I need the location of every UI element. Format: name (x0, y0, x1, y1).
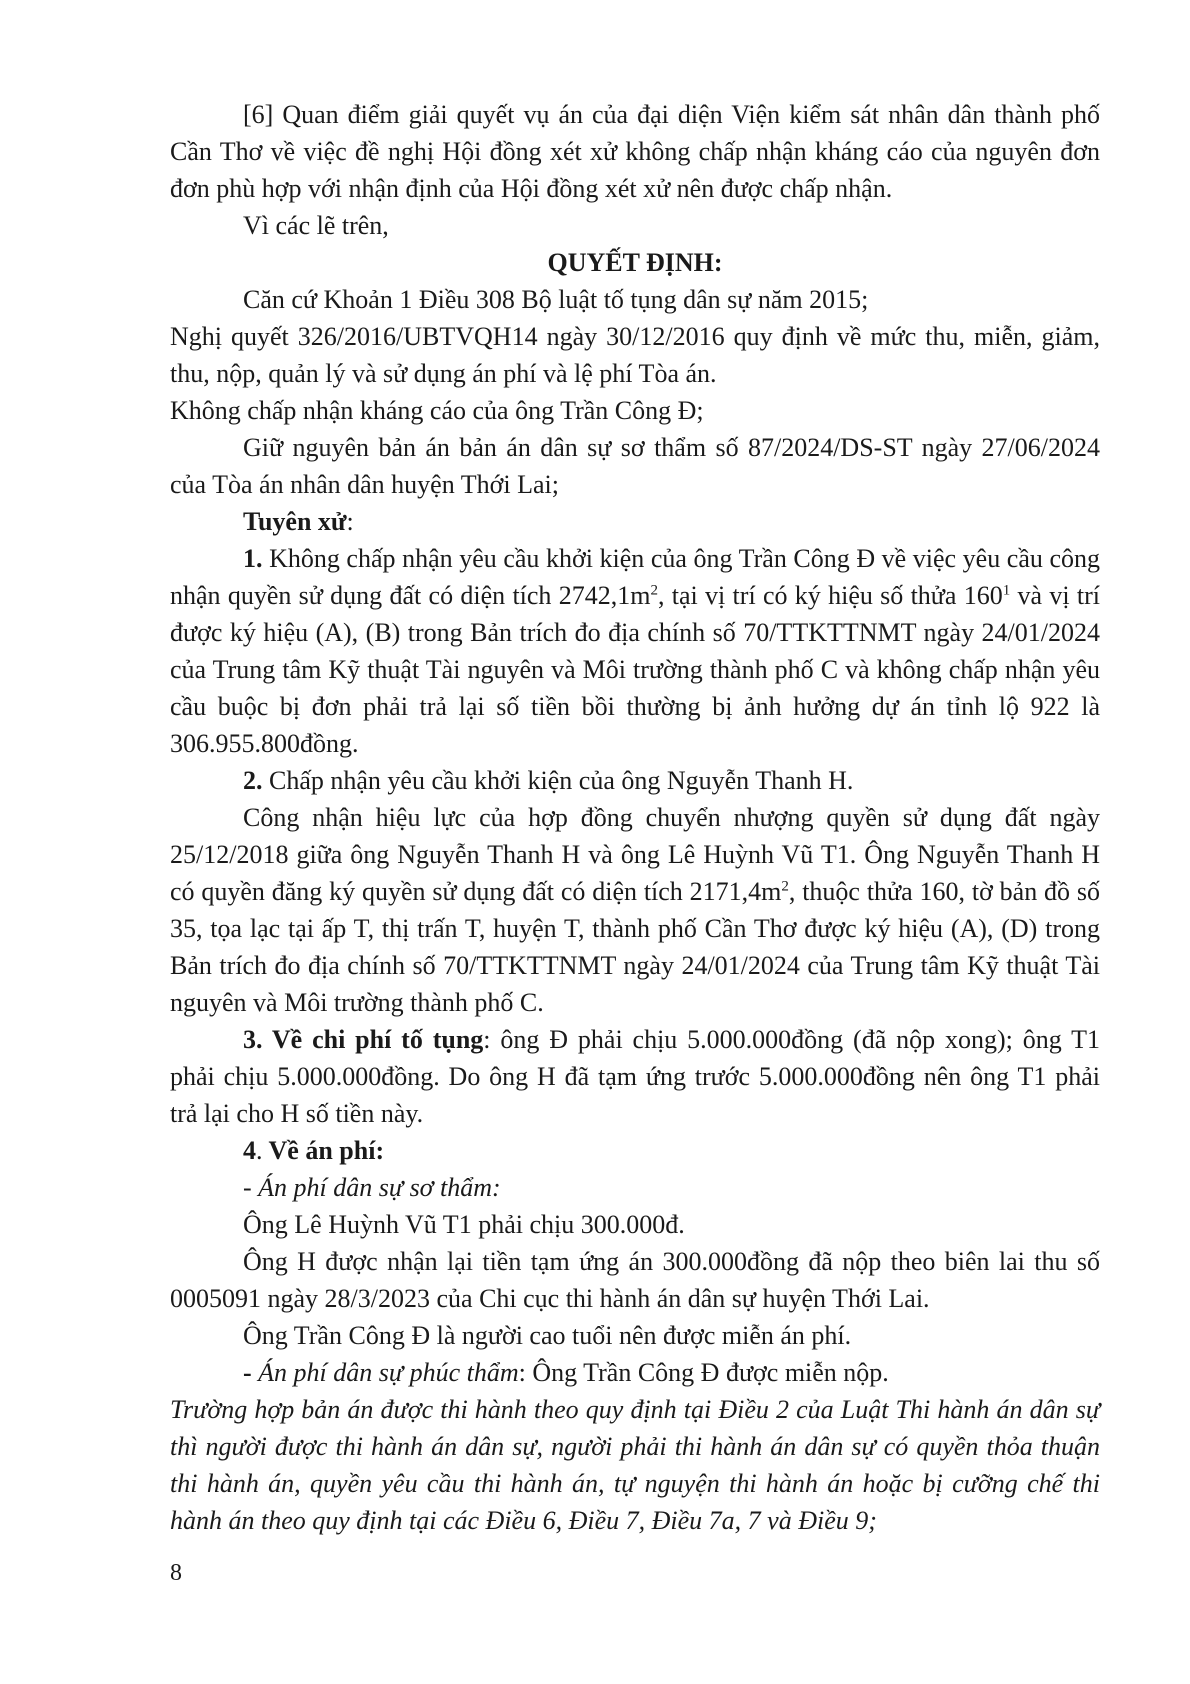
item-1-text-c: và vị trí được ký hiệu (A), (B) trong Bản trích đo địa chính số 70/TTKTTNMT ngày 24/01/2024 của Trung tâm Kỹ thuật Tài nguyên và Môi trường thành phố C và không chấp nhận yêu cầu buộc bị đơn phải trả lại số tiền bồi thường bị ảnh hưởng dự án tỉnh lộ 922 là 306.955.800đồng. (170, 581, 1100, 758)
paragraph-6: [6] Quan điểm giải quyết vụ án của đại diện Viện kiểm sát nhân dân thành phố Cần Thơ về việc đề nghị Hội đồng xét xử không chấp nhận kháng cáo của nguyên đơn đơn phù hợp với nhận định của Hội đồng xét xử nên được chấp nhận. (170, 100, 1100, 203)
legal-basis: Căn cứ Khoản 1 Điều 308 Bộ luật tố tụng dân sự năm 2015; (243, 285, 869, 314)
contract-recognition (170, 799, 1100, 1021)
contract-sup: 2 (781, 878, 789, 895)
item-1-text-a: Không chấp nhận yêu cầu khởi kiện của ông Trần Công Đ về việc yêu cầu công nhận quyền sử dụng đất có diện tích 2742,1m (170, 544, 1100, 610)
ruling-item-3 (170, 1021, 1100, 1132)
ruling-heading (170, 503, 1100, 540)
appeal-fee-dash: - (243, 1358, 259, 1387)
d-exemption: Ông Trần Công Đ là người cao tuổi nên được miễn án phí. (243, 1321, 852, 1350)
h-refund: Ông H được nhận lại tiền tạm ứng án 300.000đồng đã nộp theo biên lai thu số 0005091 ngày 28/3/2023 của Chi cục thi hành án dân sự huyện Thới Lai. (170, 1247, 1100, 1313)
ruling-item-2 (170, 762, 1100, 799)
vi-cac-le: Vì các lẽ trên, (243, 211, 389, 240)
item-1-sup-b: 1 (1002, 582, 1011, 599)
resolution-reference: Nghị quyết 326/2016/UBTVQH14 ngày 30/12/2016 quy định về mức thu, miễn, giảm, thu, nộp, quản lý và sử dụng án phí và lệ phí Tòa án. (170, 322, 1100, 388)
page-number: 8 (170, 1560, 182, 1586)
ruling-colon: : (346, 507, 354, 536)
appeal-fee (170, 1354, 1100, 1391)
item-1-number: 1. (243, 544, 263, 573)
judgment-upheld: Giữ nguyên bản án bản án dân sự sơ thẩm số 87/2024/DS-ST ngày 27/06/2024 của Tòa án nhân dân huyện Thới Lai; (170, 433, 1100, 499)
item-4-dot: . (256, 1136, 263, 1165)
item-4-number: 4 (243, 1136, 256, 1165)
enforcement-note: Trường hợp bản án được thi hành theo quy định tại Điều 2 của Luật Thi hành án dân sự thì người được thi hành án dân sự, người phải thi hành án dân sự có quyền thỏa thuận thi hành án, quyền yêu cầu thi hành án, tự nguyện thi hành án hoặc bị cưỡng chế thi hành án theo quy định tại các Điều 6, Điều 7, Điều 7a, 7 và Điều 9; (170, 1395, 1100, 1535)
appeal-rejection: Không chấp nhận kháng cáo của ông Trần Công Đ; (170, 396, 704, 425)
item-3-label: 3. Về chi phí tố tụng (243, 1025, 484, 1054)
contract-text-a: Công nhận hiệu lực của hợp đồng chuyển nhượng quyền sử dụng đất ngày 25/12/2018 giữa ông Nguyễn Thanh H và ông Lê Huỳnh Vũ T1. Ông Nguyễn Thanh H có quyền đăng ký quyền sử dụng đất có diện tích 2171,4m (170, 803, 1100, 906)
first-instance-fee-label: - Án phí dân sự sơ thẩm: (243, 1173, 501, 1202)
item-3-text: : ông Đ phải chịu 5.000.000đồng (đã nộp xong); ông T1 phải chịu 5.000.000đồng. Do ông H đã tạm ứng trước 5.000.000đồng nên ông T1 phải trả lại cho H số tiền này. (170, 1025, 1100, 1128)
ruling-item-1 (170, 540, 1100, 762)
item-2-text: Chấp nhận yêu cầu khởi kiện của ông Nguyễn Thanh H. (262, 766, 854, 795)
item-2-number: 2. (243, 766, 263, 795)
ruling-label: Tuyên xử (243, 507, 347, 536)
t1-fee: Ông Lê Huỳnh Vũ T1 phải chịu 300.000đ. (243, 1210, 685, 1239)
item-4-label: Về án phí: (262, 1136, 385, 1165)
decision-heading: QUYẾT ĐỊNH: (547, 248, 723, 277)
ruling-item-4 (170, 1132, 1100, 1169)
item-1-text-b: , tại vị trí có ký hiệu số thửa 160 (657, 581, 1003, 610)
appeal-fee-label: Án phí dân sự phúc thẩm (258, 1358, 519, 1387)
contract-text-b: , thuộc thửa 160, tờ bản đồ số 35, tọa lạc tại ấp T, thị trấn T, huyện T, thành phố Cần Thơ được ký hiệu (A), (D) trong Bản trích đo địa chính số 70/TTKTTNMT ngày 24/01/2024 của Trung tâm Kỹ thuật Tài nguyên và Môi trường thành phố C. (170, 877, 1100, 1017)
appeal-fee-text: : Ông Trần Công Đ được miễn nộp. (518, 1358, 889, 1387)
document-page (170, 96, 1100, 1539)
item-1-sup-a: 2 (650, 582, 658, 599)
